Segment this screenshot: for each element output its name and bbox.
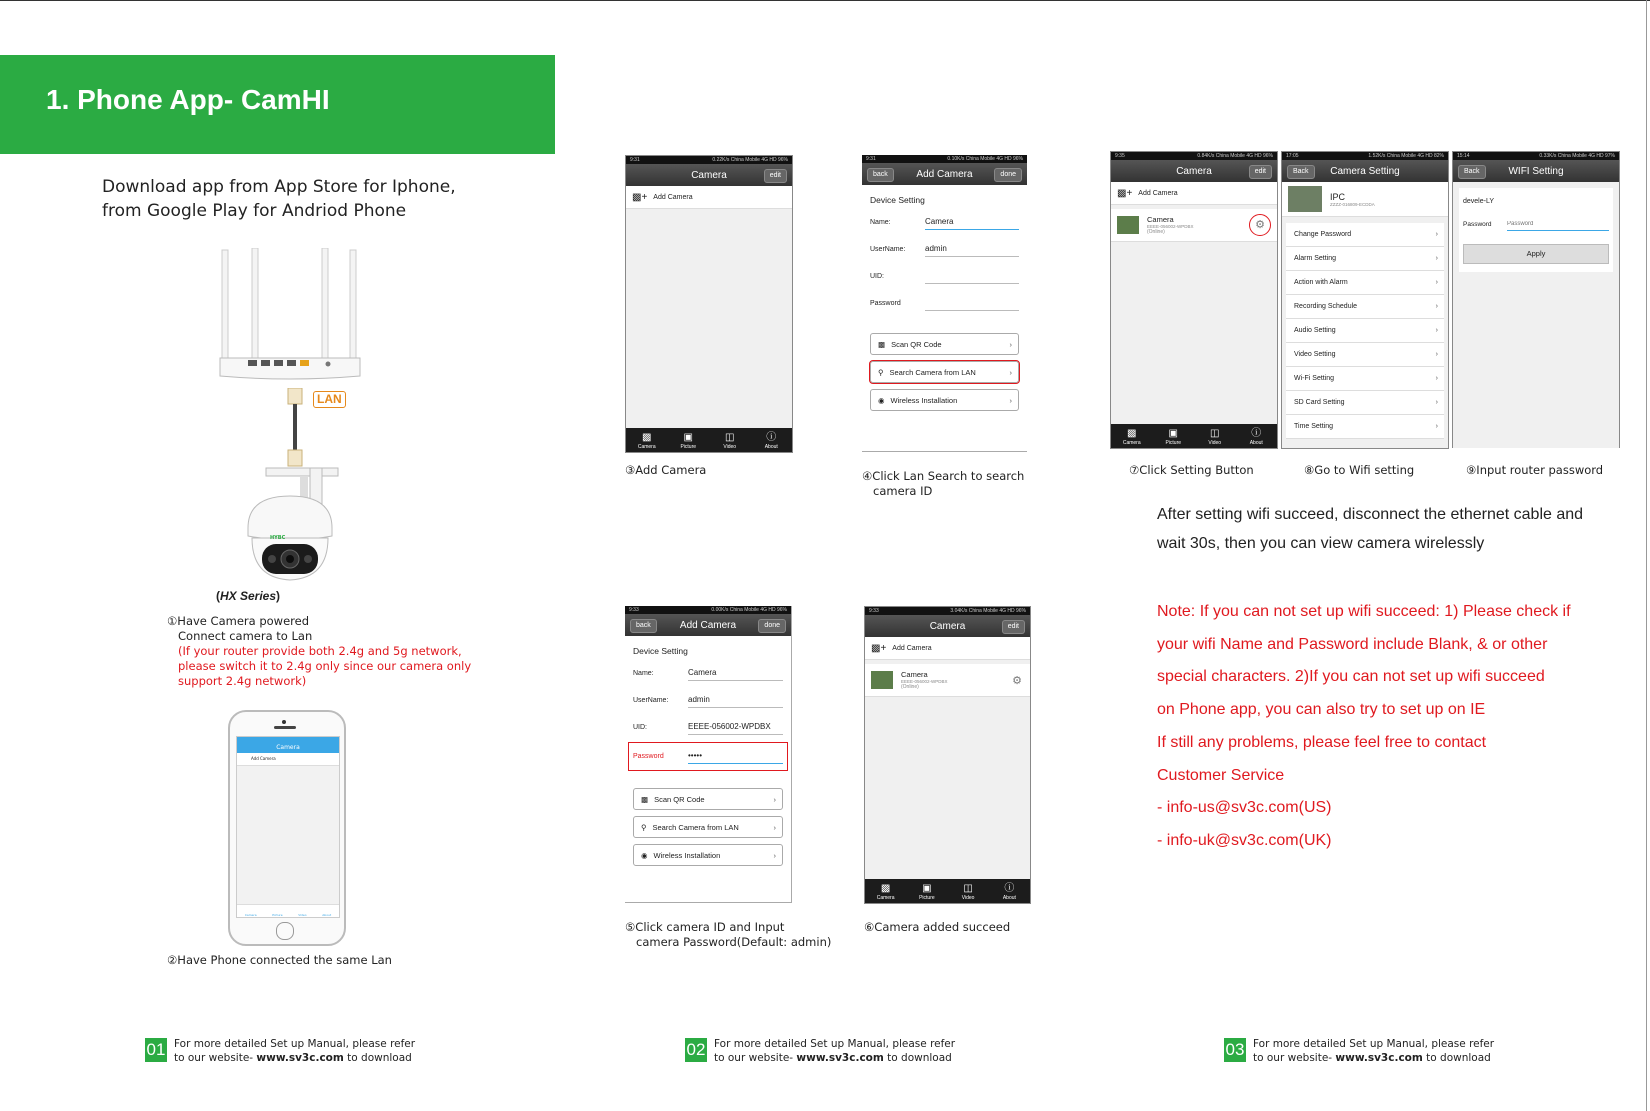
- tab-video[interactable]: ◫ Video: [948, 883, 989, 903]
- setting-audio[interactable]: Audio Setting ›: [1286, 319, 1444, 343]
- iphone-tab: Video: [298, 913, 307, 917]
- chevron-right-icon: ›: [1435, 351, 1438, 358]
- nav-bar: [1282, 160, 1448, 182]
- chevron-right-icon: ›: [773, 794, 776, 804]
- camera-list-item[interactable]: Camera EEEE-056002-WPDBX (Online) ⚙: [865, 664, 1030, 697]
- camera-icon: ▩: [642, 432, 652, 443]
- tab-camera[interactable]: ▩ Camera: [1111, 428, 1153, 448]
- screen-camera-added: [864, 606, 1031, 904]
- name-field[interactable]: Name: Camera: [862, 209, 1027, 236]
- setting-video[interactable]: Video Setting ›: [1286, 343, 1444, 367]
- uid-field[interactable]: UID: EEEE-056002-WPDBX: [625, 714, 791, 741]
- iphone-tabbar: [237, 904, 339, 917]
- info-icon: ⓘ: [766, 432, 777, 443]
- iphone-camera-dot: [282, 720, 286, 724]
- nav-title: Camera: [691, 169, 727, 181]
- iphone-tab: About: [322, 913, 332, 917]
- back-button[interactable]: Back: [1287, 165, 1315, 179]
- add-camera-row[interactable]: ▩+ Add Camera: [1111, 182, 1277, 205]
- video-camera-icon: ▩+: [1117, 187, 1133, 199]
- setting-wifi[interactable]: Wi-Fi Setting ›: [1286, 367, 1444, 391]
- status-bar: 17:05 1.52K/s China Mobile 4G HD 82%: [1282, 152, 1448, 160]
- search-lan-button[interactable]: ⚲ Search Camera from LAN ›: [633, 816, 783, 838]
- website-link[interactable]: www.sv3c.com: [796, 1052, 884, 1064]
- page-number-2: 02: [685, 1038, 707, 1062]
- nav-bar: [626, 164, 792, 186]
- chevron-right-icon: ›: [1435, 279, 1438, 286]
- chevron-right-icon: ›: [773, 822, 776, 832]
- tab-picture[interactable]: ▣ Picture: [1153, 428, 1195, 448]
- camera-icon: ▩: [1127, 428, 1137, 439]
- footer-1: For more detailed Set up Manual, please refer to our website- www.sv3c.com to download: [174, 1038, 416, 1064]
- chevron-right-icon: ›: [1435, 255, 1438, 262]
- step1-caption: [167, 614, 471, 689]
- wifi-password-input[interactable]: [1507, 218, 1609, 231]
- tab-camera[interactable]: ▩ Camera: [865, 883, 906, 903]
- device-setting-heading: Device Setting: [870, 195, 925, 205]
- nav-title: Add Camera: [916, 168, 973, 180]
- camera-thumbnail: [1117, 216, 1139, 234]
- tab-about[interactable]: ⓘ About: [989, 883, 1030, 903]
- status-bar: 9:31 0.22K/s China Mobile 4G HD 96%: [626, 156, 792, 164]
- screen-wifi-setting: [1452, 151, 1620, 448]
- caption-step6: ⑥Camera added succeed: [864, 920, 1011, 934]
- nav-title: Camera: [1176, 165, 1212, 177]
- tab-video[interactable]: ◫ Video: [709, 432, 751, 452]
- nav-bar: [1111, 160, 1277, 182]
- nav-title: Add Camera: [679, 619, 737, 631]
- done-button[interactable]: done: [758, 619, 786, 633]
- setting-change-password[interactable]: Change Password ›: [1286, 223, 1444, 247]
- caption-step4: ④Click Lan Search to search camera ID: [862, 469, 1025, 498]
- intro-text: [102, 175, 456, 223]
- email-uk[interactable]: - info-uk@sv3c.com(UK): [1157, 831, 1332, 849]
- page-number-1: 01: [145, 1038, 167, 1062]
- back-button[interactable]: back: [867, 168, 894, 182]
- chevron-right-icon: ›: [1009, 339, 1012, 349]
- username-field[interactable]: UserName: admin: [862, 236, 1027, 263]
- setting-recording[interactable]: Recording Schedule ›: [1286, 295, 1444, 319]
- step1-red1: (If your router provide both 2.4g and 5g network,: [178, 644, 462, 658]
- footer-2: For more detailed Set up Manual, please refer to our website- www.sv3c.com to download: [714, 1038, 956, 1064]
- note-text: [1157, 596, 1571, 858]
- nav-bar: [865, 615, 1030, 637]
- after-wifi-text: After setting wifi succeed, disconnect the ethernet cable and wait 30s, then you can view camera wirelessly: [1157, 506, 1584, 552]
- caption-step3: ③Add Camera: [625, 463, 707, 477]
- caption-step5: ⑤Click camera ID and Input camera Password(Default: admin): [625, 920, 832, 949]
- iphone-screen: [236, 736, 340, 918]
- ssid-value: devele-LY: [1463, 198, 1495, 205]
- chevron-right-icon: ›: [1435, 375, 1438, 382]
- note-line: If still any problems, please feel free to contact: [1157, 733, 1487, 751]
- nav-bar: [625, 614, 791, 636]
- caption-step8: ⑧Go to Wifi setting: [1304, 463, 1415, 477]
- video-icon: ◫: [1210, 428, 1220, 439]
- device-setting-heading: Device Setting: [633, 646, 688, 656]
- footer-3: For more detailed Set up Manual, please refer to our website- www.sv3c.com to download: [1253, 1038, 1495, 1064]
- chevron-right-icon: ›: [1435, 303, 1438, 310]
- chevron-right-icon: ›: [1435, 423, 1438, 430]
- tab-bar: [865, 879, 1030, 903]
- status-bar: 9:35 0.84K/s China Mobile 4G HD 96%: [1111, 152, 1277, 160]
- screen-device-setting-search: [862, 155, 1027, 452]
- step1-line1: ①Have Camera powered: [167, 614, 309, 628]
- wifi-icon: ◉: [641, 850, 648, 860]
- edit-button[interactable]: edit: [1249, 165, 1272, 179]
- status-bar: 15:14 0.33K/s China Mobile 4G HD 97%: [1453, 152, 1619, 160]
- iphone-add-camera: Add Camera: [237, 753, 339, 766]
- chevron-right-icon: ›: [773, 850, 776, 860]
- tab-picture[interactable]: ▣ Picture: [906, 883, 947, 903]
- edit-button[interactable]: edit: [1002, 620, 1025, 634]
- step1-red2: please switch it to 2.4g only since our camera only: [178, 659, 472, 673]
- iphone-speaker: [274, 726, 296, 729]
- settings-list: [1286, 223, 1444, 439]
- screen-camera-setting: [1281, 151, 1449, 449]
- back-button[interactable]: back: [630, 619, 657, 633]
- setting-alarm[interactable]: Alarm Setting ›: [1286, 247, 1444, 271]
- website-link[interactable]: www.sv3c.com: [256, 1052, 344, 1064]
- search-lan-button[interactable]: ⚲ Search Camera from LAN ›: [870, 361, 1019, 383]
- nav-title: Camera: [929, 620, 966, 632]
- intro-line-1: Download app from App Store for Iphone,: [102, 177, 456, 197]
- tab-about[interactable]: ⓘ About: [1236, 428, 1278, 448]
- tab-picture[interactable]: ▣ Picture: [668, 432, 710, 452]
- nav-bar: [862, 163, 1027, 185]
- screen-click-setting: [1110, 151, 1278, 449]
- tab-video[interactable]: ◫ Video: [1194, 428, 1236, 448]
- edit-button[interactable]: edit: [764, 169, 787, 183]
- status-bar: 9:33 0.00K/s China Mobile 4G HD 96%: [625, 606, 791, 614]
- apply-button[interactable]: Apply: [1463, 244, 1609, 264]
- wifi-icon: ◉: [878, 395, 885, 405]
- nav-title: Camera Setting: [1330, 165, 1400, 177]
- video-camera-icon: ▩+: [632, 191, 648, 203]
- password-field[interactable]: Password •••••: [629, 743, 787, 770]
- video-camera-icon: ▩+: [871, 642, 887, 654]
- status-bar: 9:31 0.10K/s China Mobile 4G HD 96%: [862, 155, 1027, 163]
- done-button[interactable]: done: [994, 168, 1022, 182]
- picture-icon: ▣: [922, 883, 932, 894]
- caption-step9: ⑨Input router password: [1466, 463, 1604, 477]
- chevron-right-icon: ›: [1435, 399, 1438, 406]
- nav-bar: [1453, 160, 1619, 182]
- screen-add-camera: [625, 155, 793, 453]
- camera-brand: HYBC: [270, 535, 286, 541]
- nav-title: WIFI Setting: [1508, 165, 1564, 177]
- iphone-tab: Camera: [244, 913, 257, 917]
- step1-line2: Connect camera to Lan: [178, 629, 313, 643]
- add-camera-row[interactable]: ▩+ Add Camera: [626, 186, 792, 209]
- search-icon: ⚲: [878, 367, 884, 377]
- status-bar: 9:33 3.04K/s China Mobile 4G HD 96%: [865, 607, 1030, 615]
- step1-red3: support 2.4g network): [178, 674, 307, 688]
- intro-line-2: from Google Play for Andriod Phone: [102, 201, 407, 221]
- note-line: Note: If you can not set up wifi succeed: 1) Please check if: [1157, 603, 1571, 620]
- note-line: special characters. 2)If you can not set up wifi succeed: [1157, 668, 1545, 686]
- chevron-right-icon: ›: [1009, 367, 1012, 377]
- video-icon: ◫: [725, 432, 735, 443]
- note-line: on Phone app, you can also try to set up on IE: [1157, 701, 1486, 719]
- setting-time[interactable]: Time Setting ›: [1286, 415, 1444, 439]
- caption-step7: ⑦Click Setting Button: [1129, 463, 1254, 477]
- scan-qr-button[interactable]: ▩ Scan QR Code ›: [870, 333, 1019, 355]
- iphone-nav-title: Camera: [237, 737, 339, 753]
- step2-caption: ②Have Phone connected the same Lan: [167, 953, 392, 967]
- iphone-tab: Picture: [272, 913, 283, 917]
- series-label: (HX Series): [216, 589, 281, 603]
- section-title: 1. Phone App- CamHI: [46, 84, 330, 115]
- video-icon: ◫: [963, 883, 973, 894]
- uid-field[interactable]: UID:: [862, 263, 1027, 290]
- wireless-install-button[interactable]: ◉ Wireless Installation ›: [633, 844, 783, 866]
- setting-action-alarm[interactable]: Action with Alarm ›: [1286, 271, 1444, 295]
- search-icon: ⚲: [641, 822, 647, 832]
- website-link[interactable]: www.sv3c.com: [1335, 1052, 1423, 1064]
- lan-label: LAN: [313, 391, 346, 408]
- wifi-form: [1459, 188, 1613, 272]
- tab-bar: [1111, 424, 1277, 448]
- top-border: [0, 0, 1650, 1]
- ptz-camera-illustration: [240, 466, 346, 584]
- ipc-header: IPC ZZZZ-016809-ECDDA: [1282, 182, 1448, 217]
- router-illustration: [210, 248, 380, 388]
- name-field[interactable]: Name: Camera: [625, 660, 791, 687]
- camera-thumbnail: [871, 671, 893, 689]
- qr-icon: ▩: [878, 339, 886, 349]
- gear-icon[interactable]: ⚙: [1012, 674, 1022, 687]
- tab-about[interactable]: ⓘ About: [751, 432, 793, 452]
- username-field[interactable]: UserName: admin: [625, 687, 791, 714]
- password-row: Password Password: [1463, 212, 1609, 236]
- info-icon: ⓘ: [1004, 883, 1015, 894]
- chevron-right-icon: ›: [1435, 327, 1438, 334]
- back-button[interactable]: Back: [1458, 165, 1486, 179]
- qr-icon: ▩: [641, 794, 649, 804]
- screen-device-setting-filled: [625, 606, 792, 903]
- picture-icon: ▣: [683, 432, 693, 443]
- chevron-right-icon: ›: [1009, 395, 1012, 405]
- camera-icon: ▩: [880, 883, 891, 894]
- scan-qr-button[interactable]: ▩ Scan QR Code ›: [633, 788, 783, 810]
- iphone-illustration: [228, 710, 346, 946]
- camera-thumbnail: [1288, 186, 1322, 212]
- camera-list-item[interactable]: Camera EEEE-056002-WPDBX (Online) ⚙: [1111, 209, 1277, 242]
- page-number-3: 03: [1224, 1038, 1246, 1062]
- picture-icon: ▣: [1168, 428, 1178, 439]
- gear-icon[interactable]: ⚙: [1249, 214, 1271, 236]
- iphone-home-button: [276, 922, 294, 940]
- password-field[interactable]: Password: [862, 290, 1027, 317]
- add-camera-row[interactable]: ▩+ Add Camera: [865, 637, 1030, 660]
- ethernet-cable: [284, 388, 306, 468]
- email-us[interactable]: - info-us@sv3c.com(US): [1157, 799, 1332, 817]
- setting-sd-card[interactable]: SD Card Setting ›: [1286, 391, 1444, 415]
- right-border: [1646, 0, 1647, 1111]
- note-line: your wifi Name and Password include Blank, & or other: [1157, 635, 1548, 653]
- series-label-text: HX Series: [220, 589, 277, 603]
- tab-camera[interactable]: ▩ Camera: [626, 432, 668, 452]
- info-icon: ⓘ: [1251, 428, 1262, 439]
- wireless-install-button[interactable]: ◉ Wireless Installation ›: [870, 389, 1019, 411]
- note-line: Customer Service: [1157, 766, 1285, 784]
- chevron-right-icon: ›: [1435, 231, 1438, 238]
- tab-bar: [626, 428, 792, 452]
